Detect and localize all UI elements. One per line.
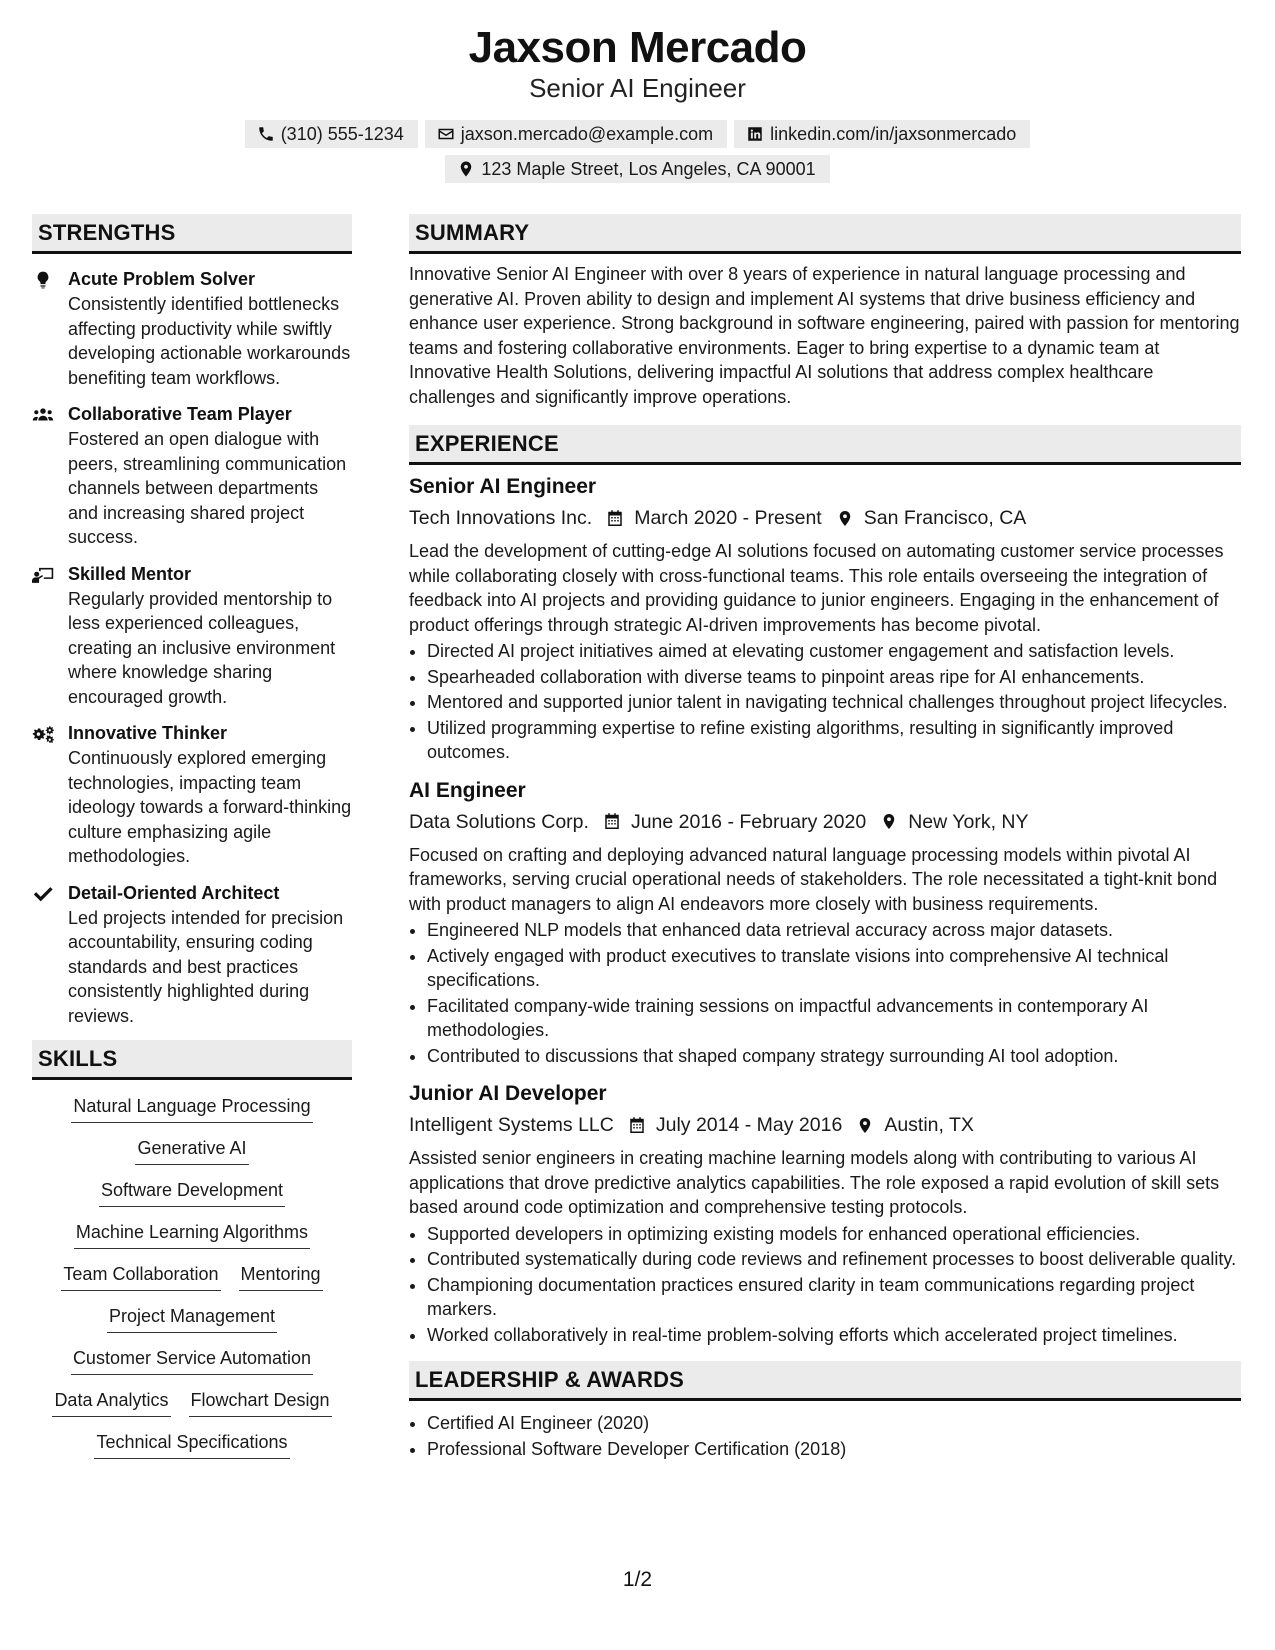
strength-item [32, 267, 352, 390]
strength-title: Skilled Mentor [68, 563, 192, 584]
skill-tag: Flowchart Design [189, 1388, 332, 1417]
job-dates: June 2016 - February 2020 [630, 810, 867, 833]
address-chip [445, 155, 829, 183]
strength-desc: Regularly provided mentorship to less experienced colleagues, creating an inclusive environment where knowledge sharing encouraged growth. [68, 588, 336, 707]
job-bullet: • Engineered NLP models that enhanced data retrieval accuracy across major datasets. [427, 918, 1241, 943]
linkedin-icon [746, 125, 764, 143]
job-meta [409, 504, 1241, 532]
award-item: • Professional Software Developer Certification (2018) [427, 1436, 1241, 1462]
skills-list [32, 1094, 352, 1459]
job-location: Austin, TX [884, 1114, 974, 1136]
award-item: • Certified AI Engineer (2020) [427, 1410, 1241, 1436]
skill-tag: Generative AI [135, 1136, 248, 1165]
job-bullet: • Spearheaded collaboration with diverse teams to pinpoint areas ripe for AI enhancements. [427, 665, 1241, 690]
skill-tag: Team Collaboration [61, 1262, 220, 1291]
phone-text: (310) 555-1234 [280, 123, 404, 144]
job-bullet: • Supported developers in optimizing existing models for enhanced operational efficiencies. [427, 1222, 1241, 1247]
job-title: Senior AI Engineer [409, 475, 597, 498]
candidate-name: Jaxson Mercado [468, 23, 807, 72]
job-location: San Francisco, CA [863, 507, 1027, 529]
calendar-icon [628, 1116, 646, 1135]
right-column [409, 214, 1241, 1462]
skill-tag: Project Management [107, 1304, 277, 1333]
skill-tag: Natural Language Processing [71, 1094, 312, 1123]
skill-tag: Machine Learning Algorithms [74, 1220, 310, 1249]
calendar-icon [603, 812, 621, 831]
strength-desc: Continuously explored emerging technologies, impacting team ideology towards a forward-thinking culture emphasizing agile methodologies. [68, 748, 352, 866]
job-bullet: • Contributed systematically during code reviews and refinement processes to boost deliverable quality. [427, 1247, 1241, 1272]
skill-tag: Mentoring [239, 1262, 323, 1291]
job-description: Focused on crafting and deploying advanced natural language processing models within pivotal AI frameworks, serving crucial operational needs of stakeholders. The role necessitated a tight-knit bond with product managers to align AI endeavors more closely with business requirements. [409, 844, 1218, 914]
strength-item [32, 562, 352, 710]
strength-title: Acute Problem Solver [68, 269, 256, 289]
skills-heading: SKILLS [32, 1040, 352, 1080]
summary-text: Innovative Senior AI Engineer with over 8 years of experience in natural language processing and generative AI. Proven ability to design and implement AI systems that drive business efficiency and enhance user experience. Strong background in software engineering, paired with passion for mentoring teams and fostering collaborative environments. Eager to bring expertise to a dynamic team at Innovative Health Solutions, delivering impactful AI solutions that address complex healthcare challenges and significantly improve operations. [409, 264, 1240, 407]
envelope-icon [437, 125, 455, 143]
skill-tag: Software Development [99, 1178, 285, 1207]
phone-icon [257, 125, 275, 143]
map-pin-icon [836, 509, 854, 528]
job-dates: July 2014 - May 2016 [655, 1114, 843, 1136]
strength-item [32, 402, 352, 550]
checkmark-icon [32, 884, 54, 904]
cogs-icon [32, 724, 54, 744]
job-location: New York, NY [908, 810, 1029, 833]
left-column [32, 214, 352, 1459]
job-bullet: • Actively engaged with product executives to translate visions into comprehensive AI technical specifications. [427, 944, 1241, 993]
skill-tag: Technical Specifications [94, 1430, 289, 1459]
job-entry [409, 1080, 1241, 1347]
strength-item [32, 721, 352, 869]
job-company: Intelligent Systems LLC [409, 1114, 614, 1136]
job-bullet: • Mentored and supported junior talent in navigating technical challenges throughout project lifecycles. [427, 690, 1241, 715]
linkedin-text: linkedin.com/in/jaxsonmercado [770, 123, 1017, 144]
email-text: jaxson.mercado@example.com [460, 123, 714, 144]
job-dates: March 2020 - Present [634, 507, 822, 529]
job-entry [409, 777, 1241, 1069]
map-pin-icon [880, 812, 898, 831]
contact-row [0, 120, 1275, 148]
page-number: 1/2 [622, 1568, 653, 1591]
skill-tag: Customer Service Automation [71, 1346, 313, 1375]
job-bullet: • Utilized programming expertise to refine existing algorithms, resulting in significantly improved outcomes. [427, 716, 1241, 765]
address-text: 123 Maple Street, Los Angeles, CA 90001 [481, 158, 816, 179]
phone-chip[interactable] [245, 120, 418, 148]
job-bullet: • Worked collaboratively in real-time problem-solving efforts which accelerated project timelines. [427, 1323, 1241, 1348]
awards-list [409, 1410, 1241, 1462]
awards-heading: LEADERSHIP & AWARDS [409, 1361, 1241, 1401]
strength-title: Innovative Thinker [68, 723, 228, 743]
map-pin-icon [856, 1116, 874, 1135]
job-company: Tech Innovations Inc. [409, 507, 593, 529]
chalkboard-teacher-icon [32, 565, 54, 585]
job-bullet: • Facilitated company-wide training sessions on impactful advancements in contemporary AI methodologies. [427, 994, 1241, 1043]
candidate-title: Senior AI Engineer [529, 73, 746, 103]
strength-desc: Fostered an open dialogue with peers, streamlining communication channels between departments and increasing shared project success. [68, 429, 347, 547]
strength-title: Collaborative Team Player [68, 404, 292, 424]
strengths-heading: STRENGTHS [32, 214, 352, 254]
skill-tag: Data Analytics [52, 1388, 170, 1417]
job-title: Junior AI Developer [409, 1082, 607, 1105]
lightbulb-icon [32, 270, 54, 290]
strength-desc: Consistently identified bottlenecks affecting productivity while swiftly developing actionable workarounds benefiting team workflows. [68, 294, 351, 388]
job-bullet: • Contributed to discussions that shaped company strategy surrounding AI tool adoption. [427, 1044, 1241, 1069]
address-row [0, 155, 1275, 183]
job-description: Lead the development of cutting-edge AI solutions focused on automating customer service processes while collaborating closely with cross-functional teams. This role entails overseeing the integration of feedback into AI projects and providing guidance to junior engineers. Engaging in the enhancement of product offerings through strategic AI-driven improvements has become pivotal. [409, 541, 1224, 635]
experience-heading: EXPERIENCE [409, 425, 1241, 465]
calendar-icon [606, 509, 624, 528]
map-pin-icon [457, 160, 475, 178]
job-entry [409, 473, 1241, 765]
job-description: Assisted senior engineers in creating machine learning models along with contributing to various AI applications that drove predictive analytics capabilities. The role exposed a rapid evolution of skill sets based around code optimization and comprehensive testing protocols. [409, 1148, 1220, 1217]
resume-header [0, 22, 1275, 183]
job-bullet: • Championing documentation practices ensured clarity in team communications regarding project markers. [427, 1273, 1241, 1322]
job-meta [409, 808, 1241, 836]
strength-title: Detail-Oriented Architect [68, 882, 280, 903]
job-bullet: • Directed AI project initiatives aimed at elevating customer engagement and satisfaction levels. [427, 639, 1241, 664]
linkedin-chip[interactable] [734, 120, 1030, 148]
job-meta [409, 1111, 1241, 1139]
job-bullets [409, 639, 1241, 765]
job-bullets [409, 1222, 1241, 1348]
strengths-list [32, 267, 352, 1028]
strength-desc: Led projects intended for precision accountability, ensuring coding standards and best practices consistently highlighted during reviews. [68, 907, 344, 1026]
summary-heading: SUMMARY [409, 214, 1241, 254]
users-icon [32, 405, 54, 425]
email-chip[interactable] [425, 120, 727, 148]
job-bullets [409, 918, 1241, 1068]
strength-item [32, 881, 352, 1029]
job-company: Data Solutions Corp. [409, 810, 589, 833]
job-title: AI Engineer [409, 778, 526, 802]
